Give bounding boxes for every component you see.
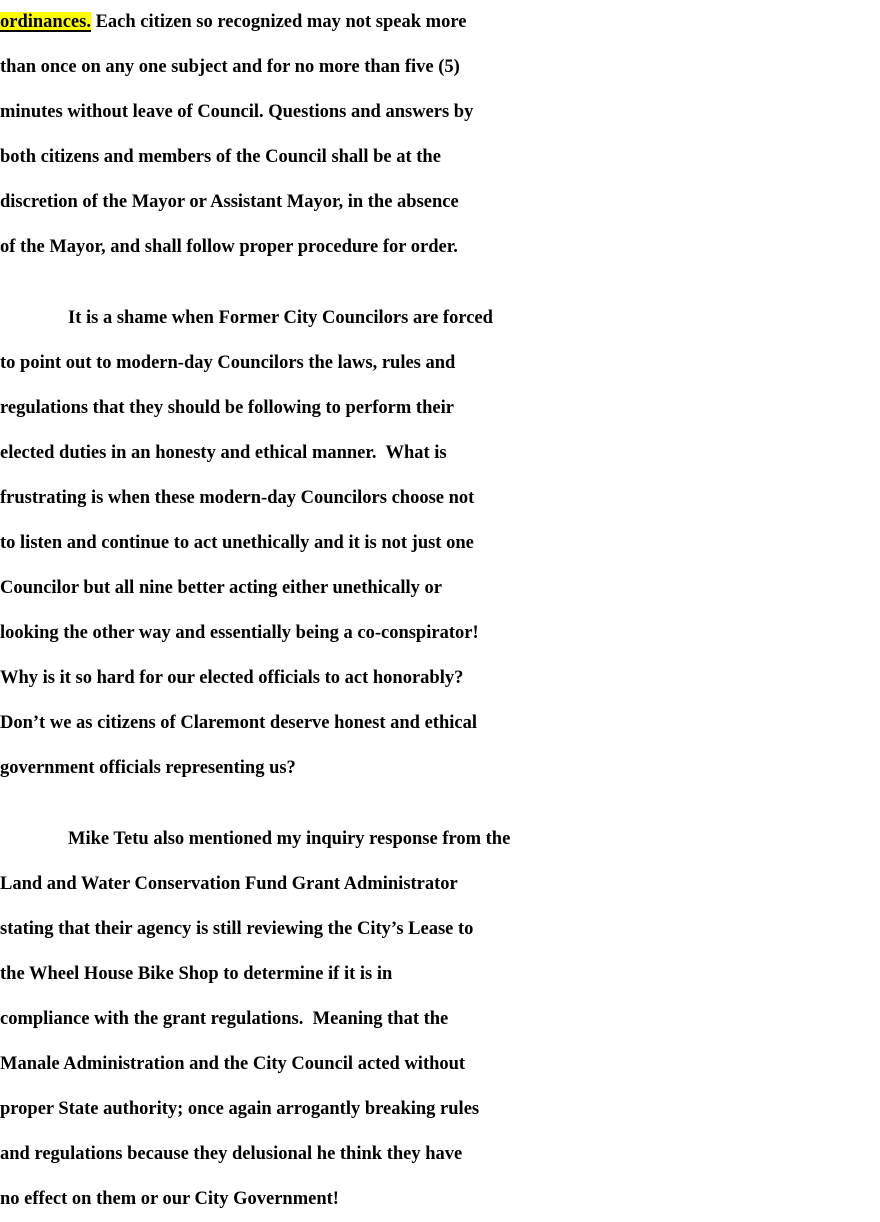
line: to listen and continue to act unethically and it is not just one xyxy=(0,533,474,553)
paragraph-spacer xyxy=(0,270,880,296)
line: Manale Administration and the City Council acted without xyxy=(0,1054,466,1074)
line: looking the other way and essentially being a co-conspirator! xyxy=(0,623,479,643)
paragraph-2 xyxy=(0,296,880,791)
line: of the Mayor, and shall follow proper procedure for order. xyxy=(0,237,458,257)
line: compliance with the grant regulations. Meaning that the xyxy=(0,1009,449,1029)
line xyxy=(0,0,880,45)
line: Councilor but all nine better acting either unethically or xyxy=(0,578,442,598)
line: and regulations because they delusional he think they have xyxy=(0,1144,463,1164)
line: no effect on them or our City Government! xyxy=(0,1189,339,1209)
line: than once on any one subject and for no more than five (5) xyxy=(0,57,460,77)
highlighted-word: ordinances. xyxy=(0,12,91,32)
line: frustrating is when these modern-day Councilors choose not xyxy=(0,488,475,508)
line: Don’t we as citizens of Claremont deserve honest and ethical xyxy=(0,713,477,733)
line: stating that their agency is still reviewing the City’s Lease to xyxy=(0,919,474,939)
line: It is a shame when Former City Councilors are forced xyxy=(68,308,493,328)
line: government officials representing us? xyxy=(0,758,296,778)
line: both citizens and members of the Council shall be at the xyxy=(0,147,441,167)
line: Mike Tetu also mentioned my inquiry response from the xyxy=(68,829,511,849)
line: the Wheel House Bike Shop to determine if it is in xyxy=(0,964,393,984)
line: elected duties in an honesty and ethical manner. What is xyxy=(0,443,447,463)
line-text: Each citizen so recognized may not speak more xyxy=(95,12,467,32)
paragraph-3 xyxy=(0,817,880,1222)
line: proper State authority; once again arrogantly breaking rules xyxy=(0,1099,480,1119)
line: Why is it so hard for our elected officials to act honorably? xyxy=(0,668,464,688)
paragraph-1 xyxy=(0,0,880,270)
line: to point out to modern-day Councilors the laws, rules and xyxy=(0,353,456,373)
line: Land and Water Conservation Fund Grant Administrator xyxy=(0,874,458,894)
line: minutes without leave of Council. Questions and answers by xyxy=(0,102,474,122)
paragraph-spacer xyxy=(0,791,880,817)
line: discretion of the Mayor or Assistant Mayor, in the absence xyxy=(0,192,459,212)
line: regulations that they should be following to perform their xyxy=(0,398,454,418)
